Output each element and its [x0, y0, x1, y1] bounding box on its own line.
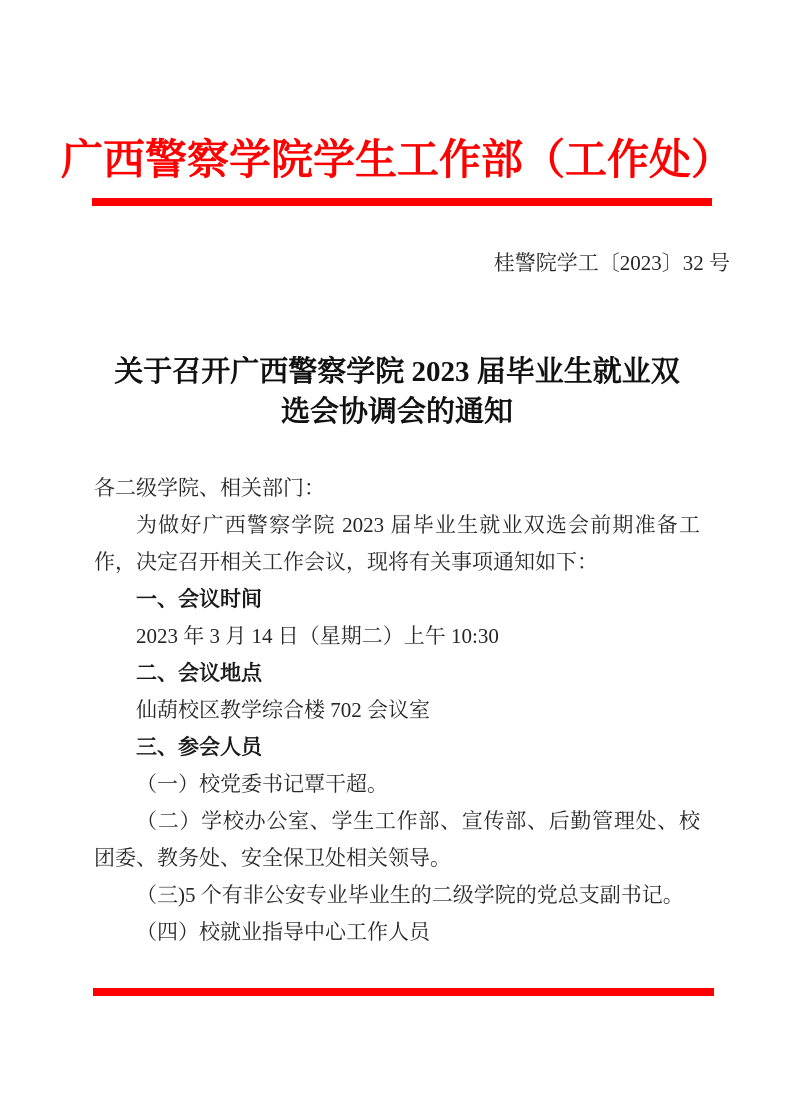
letterhead-title: 广西警察学院学生工作部（工作处） — [60, 138, 733, 184]
attendee-item-1: （一）校党委书记覃干超。 — [136, 772, 388, 796]
salutation: 各二级学院、相关部门： — [94, 476, 325, 500]
letterhead-divider — [92, 198, 712, 206]
intro-paragraph: 为做好广西警察学院 2023 届毕业生就业双选会前期准备工作，决定召开相关工作会议，现将有关事项通知如下： — [94, 513, 700, 574]
section-heading-meeting-time: 一、会议时间 — [136, 588, 262, 611]
attendee-item-3: （三)5 个有非公安专业毕业生的二级学院的党总支副书记。 — [136, 883, 684, 907]
document-number: 桂警院学工〔2023〕32 号 — [493, 251, 730, 275]
document-body — [94, 470, 700, 951]
footer-divider — [93, 988, 714, 996]
section-heading-attendees: 三、参会人员 — [136, 736, 262, 759]
meeting-time-value: 2023 年 3 月 14 日（星期二）上午 10:30 — [136, 624, 499, 648]
attendee-item-4: （四）校就业指导中心工作人员 — [136, 920, 430, 944]
meeting-place-value: 仙葫校区教学综合楼 702 会议室 — [136, 698, 430, 722]
section-heading-meeting-place: 二、会议地点 — [136, 662, 262, 685]
document-title: 关于召开广西警察学院 2023 届毕业生就业双选会协调会的通知 — [114, 356, 680, 428]
attendee-item-2: （二）学校办公室、学生工作部、宣传部、后勤管理处、校团委、教务处、安全保卫处相关领导。 — [94, 809, 700, 870]
